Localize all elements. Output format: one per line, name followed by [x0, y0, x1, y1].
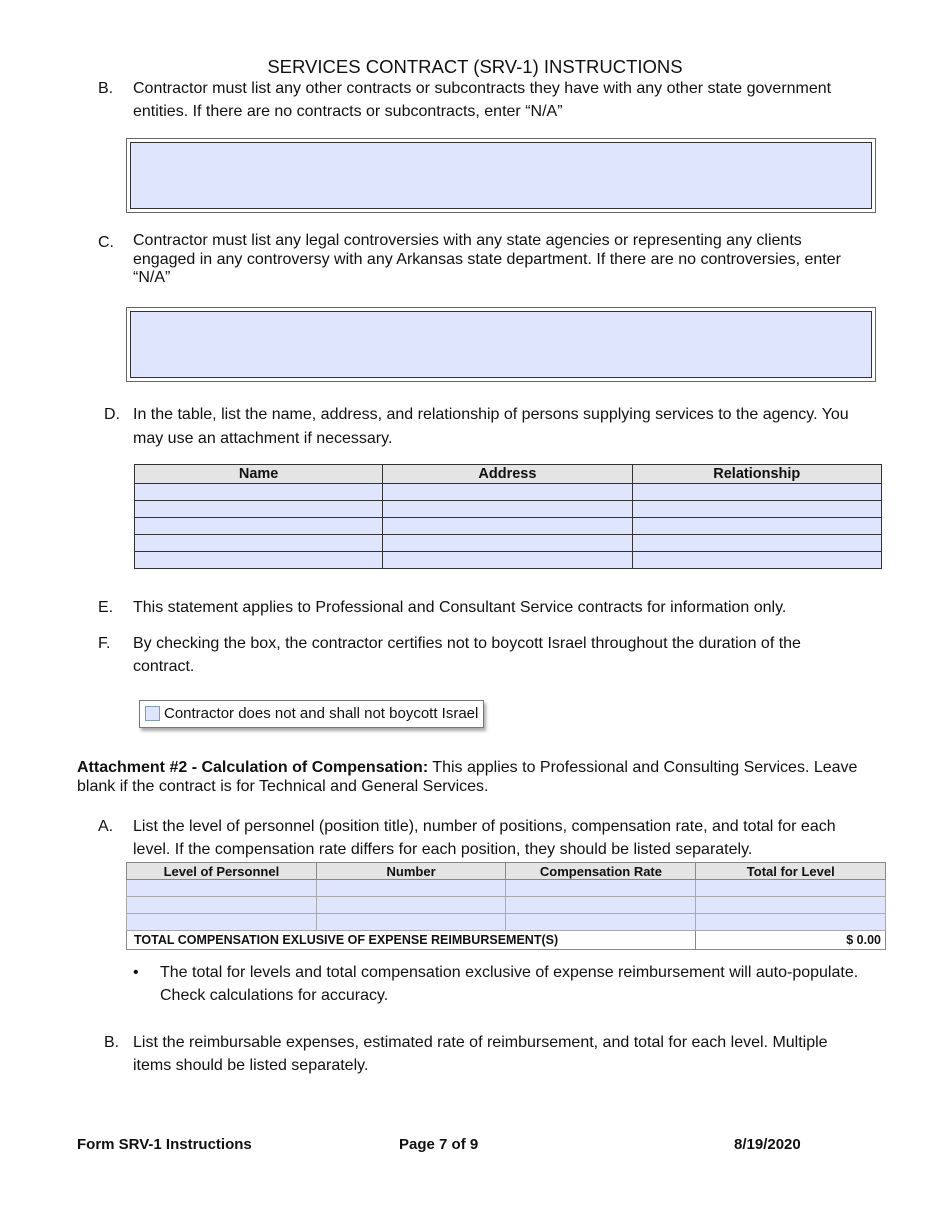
- persons-header-relationship: Relationship: [632, 465, 881, 484]
- item-e-text: This statement applies to Professional and Consultant Service contracts for information only.: [133, 599, 787, 616]
- total-compensation-label: TOTAL COMPENSATION EXLUSIVE OF EXPENSE REIMBURSEMENT(S): [127, 931, 696, 950]
- item-f-text-2: contract.: [133, 658, 195, 675]
- boycott-checkbox-control[interactable]: [139, 700, 484, 728]
- comp-header-number: Number: [316, 863, 506, 880]
- item-b-text-2: entities. If there are no contracts or subcontracts, enter “N/A”: [133, 103, 563, 120]
- name-cell[interactable]: [135, 484, 383, 501]
- footer-page-number: Page 7 of 9: [399, 1136, 479, 1153]
- bullet-text-2: Check calculations for accuracy.: [160, 987, 389, 1004]
- total-cell: [696, 880, 886, 897]
- item-b-text-1: Contractor must list any other contracts or subcontracts they have with any other state government: [133, 80, 832, 97]
- attachment2-intro: [77, 758, 887, 777]
- relationship-cell[interactable]: [632, 518, 881, 535]
- item-d-text-2: may use an attachment if necessary.: [133, 430, 393, 447]
- address-cell[interactable]: [383, 535, 632, 552]
- table-row: [135, 552, 882, 569]
- other-contracts-field[interactable]: [126, 138, 876, 213]
- item-d-letter: D.: [104, 406, 120, 423]
- level-cell[interactable]: [127, 897, 317, 914]
- persons-header-address: Address: [383, 465, 632, 484]
- attachment2-b-letter: B.: [104, 1034, 120, 1051]
- boycott-checkbox[interactable]: [145, 706, 160, 721]
- address-cell[interactable]: [383, 552, 632, 569]
- attachment2-text-2: blank if the contract is for Technical and General Services.: [77, 778, 489, 795]
- name-cell[interactable]: [135, 501, 383, 518]
- attachment2-heading: Attachment #2 - Calculation of Compensation:: [77, 759, 429, 776]
- item-f-letter: F.: [98, 635, 111, 652]
- table-row: [135, 535, 882, 552]
- page-title: SERVICES CONTRACT (SRV-1) INSTRUCTIONS: [267, 56, 683, 77]
- item-c-letter: C.: [98, 234, 114, 251]
- relationship-cell[interactable]: [632, 535, 881, 552]
- relationship-cell[interactable]: [632, 501, 881, 518]
- item-c-text-2: engaged in any controversy with any Arkansas state department. If there are no controversies, enter: [133, 251, 841, 268]
- legal-controversies-field[interactable]: [126, 307, 876, 382]
- attachment2-a-text-2: level. If the compensation rate differs for each position, they should be listed separately.: [133, 841, 753, 858]
- persons-header-name: Name: [135, 465, 383, 484]
- item-c-text-1: Contractor must list any legal controversies with any state agencies or representing any clients: [133, 232, 802, 249]
- name-cell[interactable]: [135, 518, 383, 535]
- total-cell: [696, 897, 886, 914]
- number-cell[interactable]: [316, 897, 506, 914]
- attachment2-a-letter: A.: [98, 818, 114, 835]
- address-cell[interactable]: [383, 501, 632, 518]
- compensation-table: [126, 862, 886, 950]
- item-b-letter: B.: [98, 80, 114, 97]
- footer-date: 8/19/2020: [734, 1136, 801, 1153]
- table-row: [127, 897, 886, 914]
- total-compensation-value: $ 0.00: [696, 931, 886, 950]
- table-row: [127, 914, 886, 931]
- attachment2-b-text-1: List the reimbursable expenses, estimated rate of reimbursement, and total for each level. Multiple: [133, 1034, 828, 1051]
- attachment2-b-text-2: items should be listed separately.: [133, 1057, 369, 1074]
- level-cell[interactable]: [127, 914, 317, 931]
- total-row: [127, 931, 886, 950]
- address-cell[interactable]: [383, 484, 632, 501]
- comp-header-total: Total for Level: [696, 863, 886, 880]
- name-cell[interactable]: [135, 552, 383, 569]
- item-c-text-3: “N/A”: [133, 269, 171, 286]
- comp-header-level: Level of Personnel: [127, 863, 317, 880]
- table-row: [127, 880, 886, 897]
- number-cell[interactable]: [316, 914, 506, 931]
- address-cell[interactable]: [383, 518, 632, 535]
- table-row: [135, 501, 882, 518]
- rate-cell[interactable]: [506, 880, 696, 897]
- rate-cell[interactable]: [506, 897, 696, 914]
- table-row: [135, 518, 882, 535]
- level-cell[interactable]: [127, 880, 317, 897]
- number-cell[interactable]: [316, 880, 506, 897]
- footer-form-name: Form SRV-1 Instructions: [77, 1136, 252, 1153]
- rate-cell[interactable]: [506, 914, 696, 931]
- item-f-text-1: By checking the box, the contractor certifies not to boycott Israel throughout the duration of the: [133, 635, 801, 652]
- bullet-text-1: The total for levels and total compensation exclusive of expense reimbursement will auto-populate.: [160, 964, 859, 981]
- name-cell[interactable]: [135, 535, 383, 552]
- item-d-text-1: In the table, list the name, address, and relationship of persons supplying services to the agency. You: [133, 406, 849, 423]
- attachment2-text-1: This applies to Professional and Consulting Services. Leave: [428, 759, 858, 776]
- persons-table: [134, 464, 882, 569]
- relationship-cell[interactable]: [632, 484, 881, 501]
- item-e-letter: E.: [98, 599, 114, 616]
- boycott-checkbox-label: Contractor does not and shall not boycott Israel: [164, 705, 479, 722]
- comp-header-rate: Compensation Rate: [506, 863, 696, 880]
- table-row: [135, 484, 882, 501]
- total-cell: [696, 914, 886, 931]
- relationship-cell[interactable]: [632, 552, 881, 569]
- attachment2-a-text-1: List the level of personnel (position title), number of positions, compensation rate, and total for each: [133, 818, 836, 835]
- bullet-symbol: •: [133, 964, 139, 981]
